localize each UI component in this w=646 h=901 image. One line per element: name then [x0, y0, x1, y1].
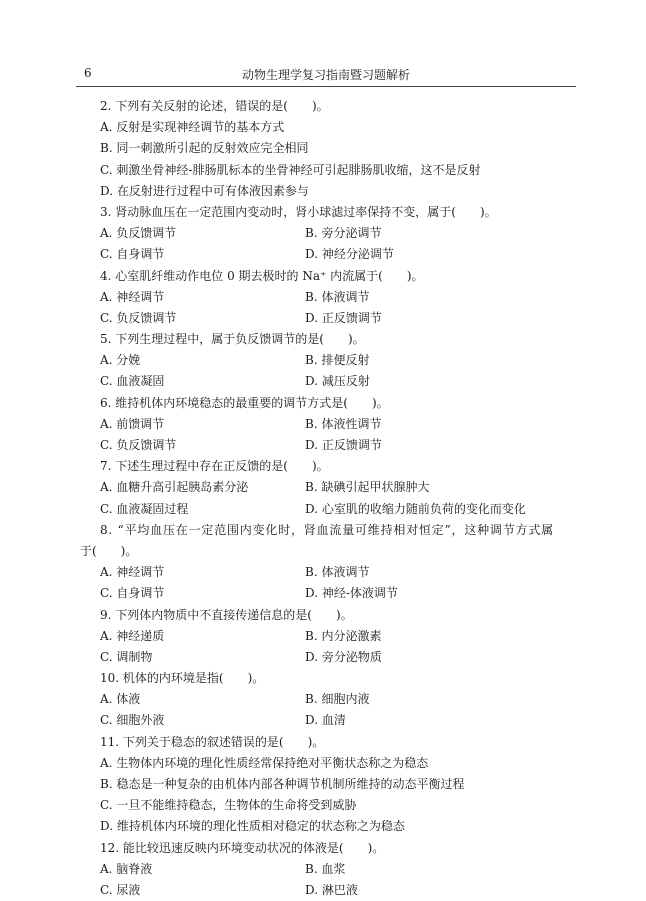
answer-option: B. 内分泌激素 — [305, 628, 382, 643]
answer-option: A. 脑脊液 — [100, 861, 153, 876]
answer-option: D. 神经分泌调节 — [305, 247, 394, 262]
option-row — [100, 562, 570, 583]
option-row — [100, 710, 570, 731]
question-item — [100, 202, 570, 266]
option-row — [100, 223, 570, 244]
question-stem: 12. 能比较迅速反映内环境变动状况的体液是( )。 — [100, 840, 385, 855]
answer-option: C. 刺激坐骨神经-腓肠肌标本的坐骨神经可引起腓肠肌收缩，这不是反射 — [100, 162, 481, 177]
answer-option: D. 减压反射 — [305, 374, 370, 389]
answer-option: D. 血清 — [305, 713, 346, 728]
answer-option: B. 体液调节 — [305, 565, 370, 580]
answer-option: A. 神经递质 — [100, 628, 165, 643]
answer-option: A. 神经调节 — [100, 289, 165, 304]
question-item — [100, 668, 570, 732]
answer-option: C. 自身调节 — [100, 586, 165, 601]
answer-option: B. 缺碘引起甲状腺肿大 — [305, 480, 430, 495]
answer-option: D. 维持机体内环境的理化性质相对稳定的状态称之为稳态 — [100, 819, 405, 834]
option-row — [100, 414, 570, 435]
answer-option: D. 在反射进行过程中可有体液因素参与 — [100, 183, 309, 198]
answer-option: B. 稳态是一种复杂的由机体内部各种调节机制所维持的动态平衡过程 — [100, 777, 465, 791]
option-row — [100, 287, 570, 308]
question-stem: 11. 下列关于稳态的叙述错误的是( )。 — [100, 734, 325, 749]
answer-option: A. 血糖升高引起胰岛素分泌 — [100, 480, 249, 495]
question-stem: 8. “平均血压在一定范围内变化时，肾血流量可维持相对恒定”，这种调节方式属 — [100, 522, 554, 537]
answer-option: A. 前馈调节 — [100, 416, 165, 431]
answer-option: C. 一旦不能维持稳态，生物体的生命将受到威胁 — [100, 798, 357, 813]
page-header — [76, 66, 576, 86]
question-stem: 4. 心室肌纤维动作电位 0 期去极时的 Na⁺ 内流属于( )。 — [100, 268, 424, 283]
option-row — [100, 583, 570, 604]
question-stem: 3. 肾动脉血压在一定范围内变动时，肾小球滤过率保持不变，属于( )。 — [100, 204, 497, 219]
question-stem: 10. 机体的内环境是指( )。 — [100, 671, 265, 686]
question-item — [80, 520, 570, 605]
option-row — [100, 435, 570, 456]
option-row — [100, 350, 570, 371]
option-row — [100, 859, 570, 880]
question-stem: 5. 下列生理过程中，属于负反馈调节的是( )。 — [100, 332, 365, 347]
question-item — [100, 266, 570, 330]
answer-option: D. 神经-体液调节 — [305, 586, 398, 601]
answer-option: C. 调制物 — [100, 649, 153, 664]
option-row — [100, 647, 570, 668]
header-rule — [76, 86, 576, 87]
question-item — [100, 605, 570, 669]
answer-option: A. 神经调节 — [100, 565, 165, 580]
answer-option: C. 细胞外液 — [100, 713, 165, 728]
answer-option: A. 生物体内环境的理化性质经常保持绝对平衡状态称之为稳态 — [100, 755, 429, 770]
option-row — [100, 880, 570, 901]
question-stem-continuation: 于( )。 — [80, 543, 138, 558]
answer-option: D. 心室肌的收缩力随前负荷的变化而变化 — [305, 501, 526, 516]
answer-option: B. 细胞内液 — [305, 692, 370, 707]
option-row — [100, 477, 570, 498]
question-item — [100, 732, 570, 838]
answer-option: C. 自身调节 — [100, 247, 165, 262]
page-number: 6 — [84, 66, 92, 80]
answer-option: A. 体液 — [100, 692, 141, 707]
option-row — [100, 371, 570, 392]
question-item — [100, 329, 570, 393]
option-row — [100, 499, 570, 520]
answer-option: C. 血液凝固过程 — [100, 501, 189, 516]
answer-option: D. 淋巴液 — [305, 882, 358, 897]
question-item — [100, 456, 570, 520]
answer-option: A. 反射是实现神经调节的基本方式 — [100, 120, 285, 135]
answer-option: C. 负反馈调节 — [100, 310, 177, 325]
option-row — [100, 308, 570, 329]
answer-option: C. 负反馈调节 — [100, 438, 177, 452]
question-stem: 2. 下列有关反射的论述，错误的是( )。 — [100, 99, 329, 113]
question-list — [80, 96, 570, 901]
answer-option: B. 排便反射 — [305, 353, 370, 368]
question-stem: 6. 维持机体内环境稳态的最重要的调节方式是( )。 — [100, 395, 389, 410]
answer-option: B. 血浆 — [305, 861, 346, 876]
answer-option: C. 尿液 — [100, 882, 141, 897]
answer-option: B. 体液性调节 — [305, 416, 382, 431]
answer-option: A. 分娩 — [100, 353, 141, 368]
option-row — [100, 244, 570, 265]
answer-option: D. 正反馈调节 — [305, 438, 382, 452]
answer-option: A. 负反馈调节 — [100, 226, 177, 241]
question-stem: 9. 下列体内物质中不直接传递信息的是( )。 — [100, 607, 353, 622]
question-item — [100, 838, 570, 901]
answer-option: D. 正反馈调节 — [305, 310, 382, 325]
answer-option: B. 体液调节 — [305, 289, 370, 304]
answer-option: D. 旁分泌物质 — [305, 649, 382, 664]
option-row — [100, 689, 570, 710]
question-item — [100, 393, 570, 457]
book-title: 动物生理学复习指南暨习题解析 — [241, 68, 410, 82]
question-item — [100, 96, 570, 202]
answer-option: C. 血液凝固 — [100, 374, 165, 389]
answer-option: B. 旁分泌调节 — [305, 226, 382, 241]
answer-option: B. 同一刺激所引起的反射效应完全相同 — [100, 141, 309, 156]
option-row — [100, 626, 570, 647]
question-stem: 7. 下述生理过程中存在正反馈的是( )。 — [100, 459, 329, 474]
